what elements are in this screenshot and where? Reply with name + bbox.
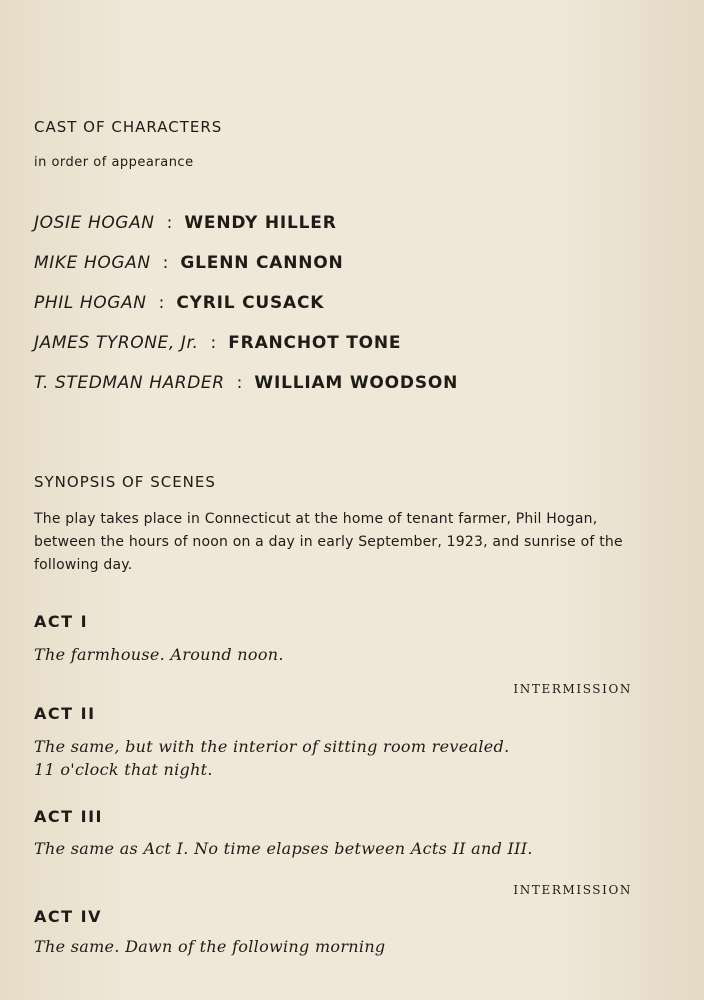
- act-description: The same as Act I. No time elapses between Acts II and III.: [34, 839, 533, 858]
- cast-row: [34, 333, 401, 353]
- act-label: ACT IV: [34, 907, 102, 926]
- cast-separator: :: [210, 333, 217, 353]
- synopsis-text: The play takes place in Connecticut at the home of tenant farmer, Phil Hogan, between the hours of noon on a day in early September, 1923, and sunrise of the following day.: [34, 511, 623, 573]
- cast-role: T. STEDMAN HARDER: [34, 373, 225, 393]
- act-description: The same, but with the interior of sitting room revealed.: [34, 737, 510, 756]
- cast-actor: GLENN CANNON: [180, 253, 344, 273]
- cast-role: JAMES TYRONE, Jr.: [34, 333, 199, 353]
- cast-role: PHIL HOGAN: [34, 293, 147, 313]
- act-description: The same. Dawn of the following morning: [34, 937, 386, 956]
- cast-role: JOSIE HOGAN: [34, 213, 155, 233]
- cast-subheading: in order of appearance: [34, 155, 194, 170]
- cast-row: [34, 253, 344, 273]
- intermission-label: INTERMISSION: [513, 682, 632, 696]
- cast-separator: :: [162, 253, 169, 273]
- synopsis-heading: SYNOPSIS OF SCENES: [34, 473, 216, 491]
- cast-row: [34, 293, 324, 313]
- cast-actor: FRANCHOT TONE: [228, 333, 402, 353]
- cast-actor: WENDY HILLER: [184, 213, 337, 233]
- cast-separator: :: [158, 293, 165, 313]
- intermission-label: INTERMISSION: [513, 883, 632, 897]
- cast-role: MIKE HOGAN: [34, 253, 151, 273]
- cast-actor: CYRIL CUSACK: [176, 293, 325, 313]
- cast-heading: CAST OF CHARACTERS: [34, 118, 223, 136]
- act-label: ACT I: [34, 612, 89, 631]
- cast-separator: :: [236, 373, 243, 393]
- act-label: ACT II: [34, 704, 96, 723]
- act-description: The farmhouse. Around noon.: [34, 645, 284, 664]
- cast-separator: :: [166, 213, 173, 233]
- cast-row: [34, 373, 458, 393]
- act-description-line2: 11 o'clock that night.: [34, 760, 213, 779]
- act-label: ACT III: [34, 807, 103, 826]
- cast-actor: WILLIAM WOODSON: [254, 373, 459, 393]
- cast-row: [34, 213, 337, 233]
